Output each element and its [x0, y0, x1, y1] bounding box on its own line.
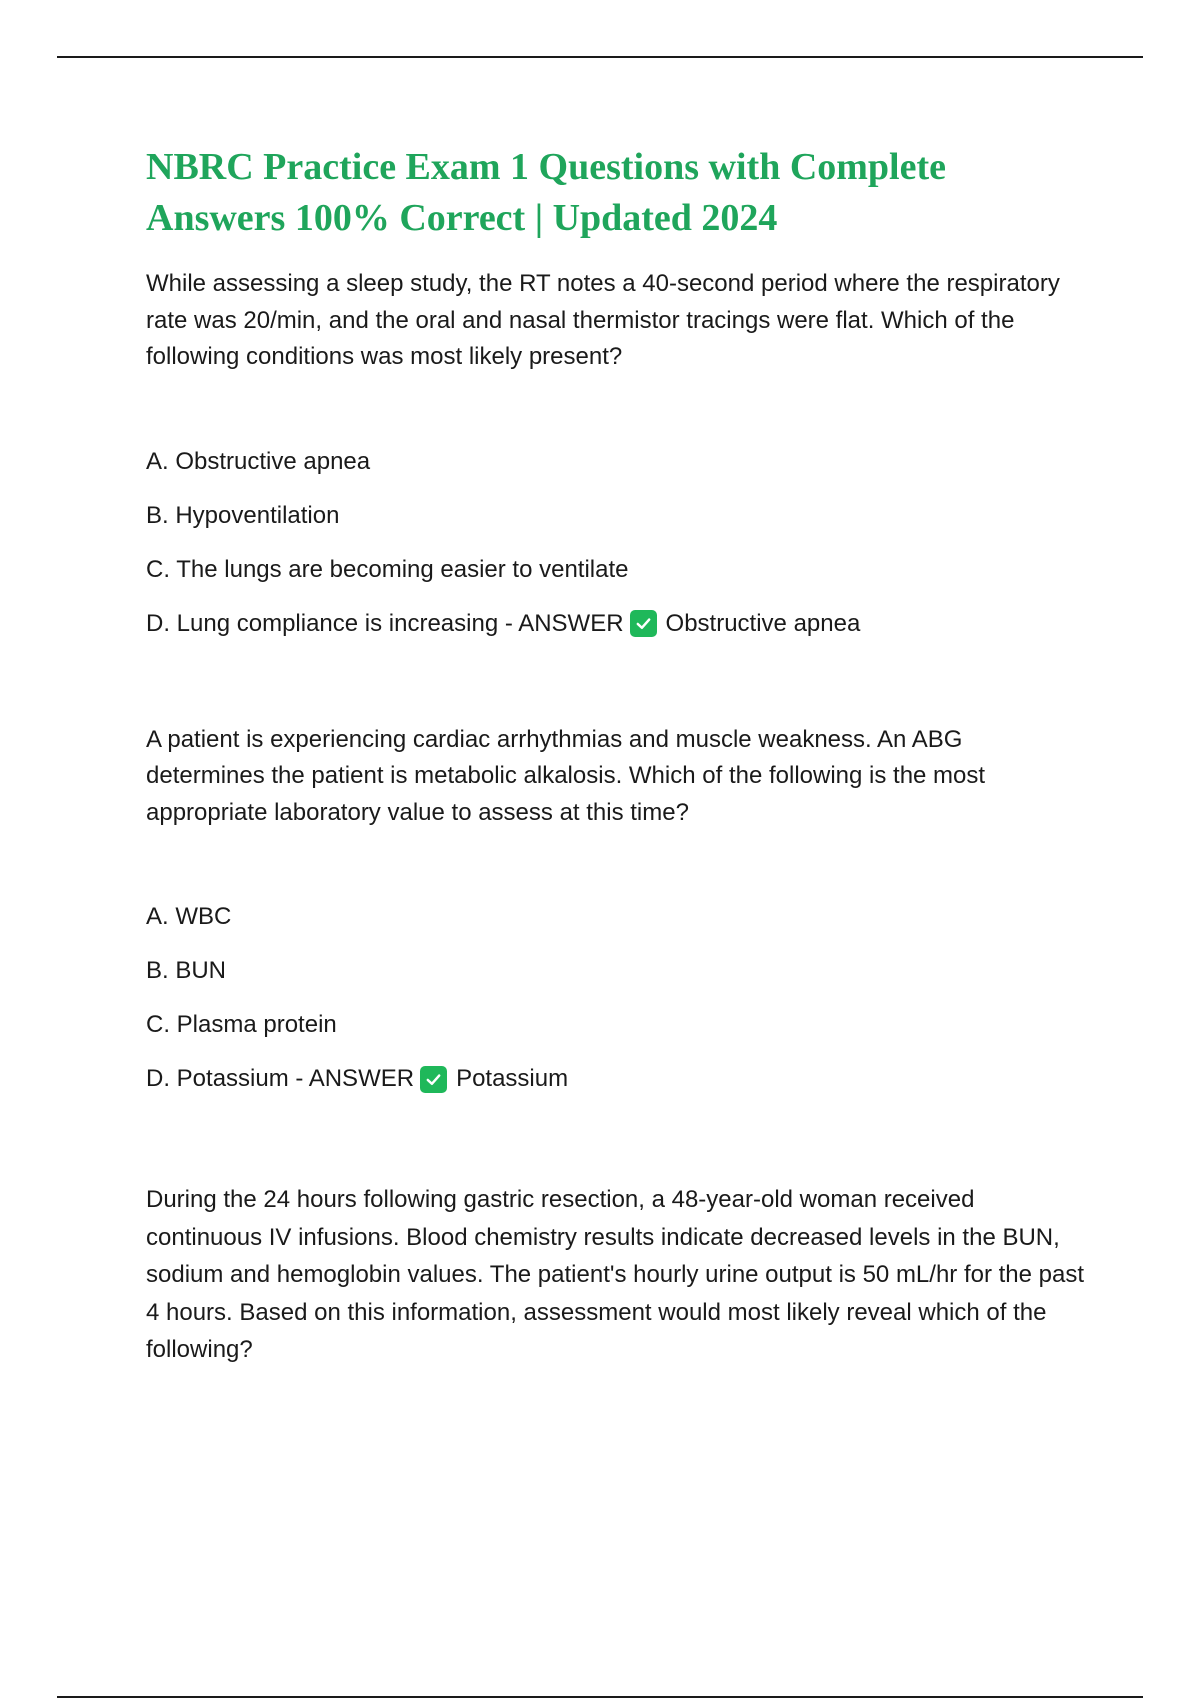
option-c: C. Plasma protein — [146, 1011, 337, 1038]
answer-text: Potassium — [456, 1065, 569, 1092]
option-d-with-answer — [146, 606, 1086, 642]
option-d-label: D. Lung compliance is increasing - ANSWER — [146, 609, 624, 637]
option-b: B. Hypoventilation — [146, 501, 340, 529]
option-d-with-answer — [146, 1061, 1086, 1097]
footer-rule — [57, 1696, 1143, 1698]
option-a: A. WBC — [146, 903, 232, 930]
option-c: C. The lungs are becoming easier to ventilate — [146, 555, 629, 583]
options-list — [146, 444, 1086, 642]
question-text: A patient is experiencing cardiac arrhythmias and muscle weakness. An ABG determines the patient is metabolic alkalosis. Which of the following is the most appropriate laboratory value to assess at this time? — [146, 725, 986, 826]
document-title: NBRC Practice Exam 1 Questions with Complete Answers 100% Correct | Updated 2024 — [146, 146, 947, 239]
check-mark-icon — [630, 610, 657, 637]
option-b: B. BUN — [146, 957, 227, 984]
check-mark-icon — [420, 1066, 447, 1093]
question-block-1 — [146, 266, 1086, 642]
question-block-2 — [146, 722, 1086, 1098]
question-block-3 — [146, 1181, 1086, 1369]
question-text: During the 24 hours following gastric resection, a 48-year-old woman received continuous IV infusions. Blood chemistry results indicate decreased levels in the BUN, sodium and hemoglobin values. The patient's hourly urine output is 50 mL/hr for the past 4 hours. Based on this information, assessment would most likely reveal which of the following? — [146, 1186, 1085, 1363]
answer-text: Obstructive apnea — [665, 609, 861, 637]
options-list — [146, 899, 1086, 1097]
option-d-label: D. Potassium - ANSWER — [146, 1065, 415, 1092]
document-content — [146, 142, 1086, 1449]
header-rule — [57, 56, 1143, 58]
option-a: A. Obstructive apnea — [146, 447, 371, 475]
question-text: While assessing a sleep study, the RT notes a 40-second period where the respiratory rate was 20/min, and the oral and nasal thermistor tracings were flat. Which of the following conditions was most likely present? — [146, 270, 1060, 370]
